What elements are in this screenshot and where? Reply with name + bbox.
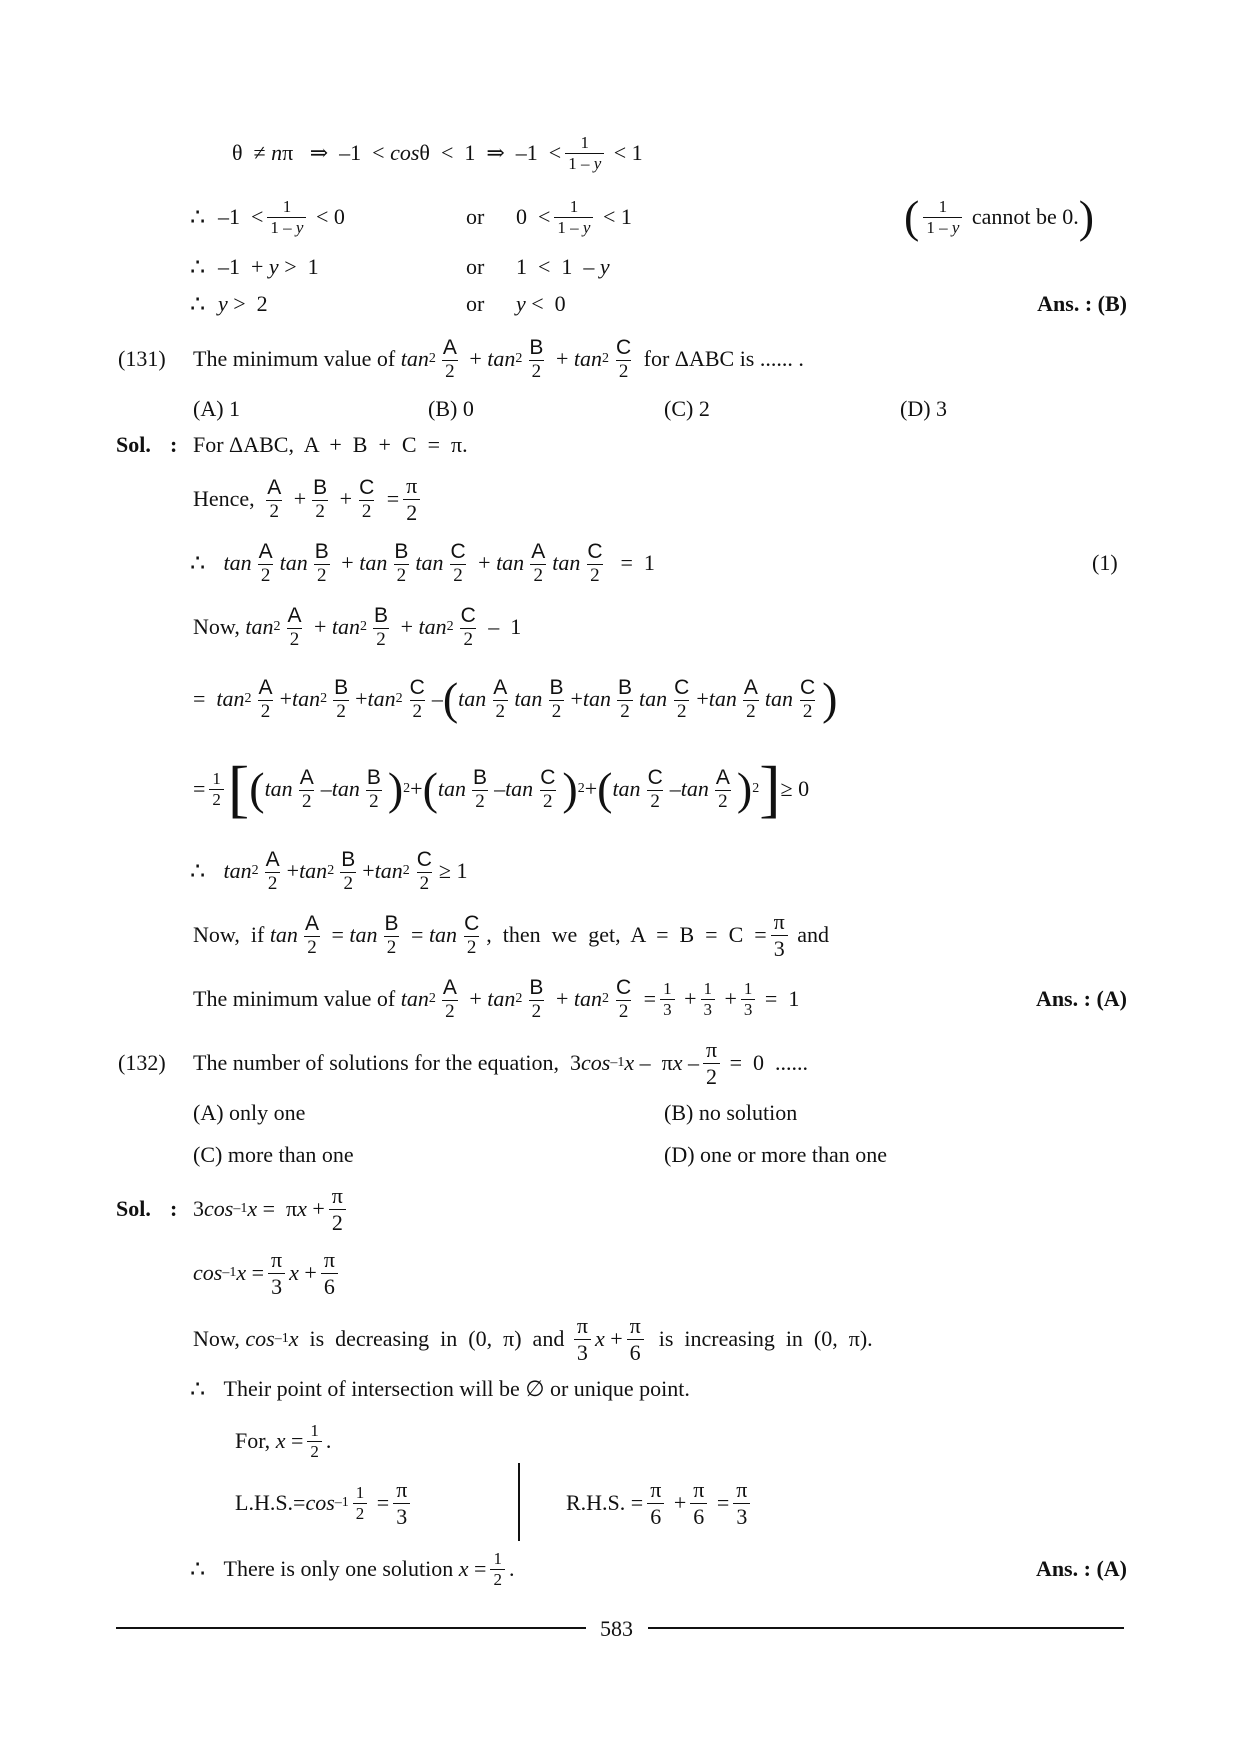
text-line: Now, cos –1 x is decreasing in (0, π) and π 3 x + π 6 is increasing in (0, π). <box>193 1313 873 1365</box>
answer-a: Ans. : (A) <box>1035 1556 1127 1581</box>
note: ( 1 1 – y cannot be 0. ) <box>904 191 1095 242</box>
colon: : <box>170 432 178 457</box>
or-label: or <box>466 291 485 316</box>
text-line: ∴ tan A 2 tan B 2 + tan B 2 tan C 2 + tan A 2 tan C 2 = 1 <box>190 539 655 586</box>
option: (B) no solution <box>664 1100 798 1125</box>
text-line: For ΔABC, A + B + C = π. <box>193 432 468 457</box>
text-line: R.H.S. = $\frac{\pi}{6}$ + π 6 = π 3 <box>566 1474 754 1532</box>
equation-number: (1) <box>1092 550 1118 575</box>
answer-b: Ans. : (B) <box>1037 291 1127 316</box>
footer-rule-left <box>116 1627 586 1629</box>
option: (D) one or more than one <box>664 1142 887 1167</box>
or-label: or <box>466 204 485 229</box>
question-text: The minimum value of tan 2 A 2 + tan 2 B 2 + tan 2 C 2 for ΔABC is ...... . <box>193 335 804 382</box>
sol-label: Sol. <box>116 432 151 457</box>
option: (B) 0 <box>428 396 474 421</box>
question-number: (131) <box>118 346 166 371</box>
sol-label: Sol. <box>116 1196 151 1221</box>
text-line: ∴ y > 2 <box>190 291 268 318</box>
cannot-text: cannot be 0. <box>971 204 1079 229</box>
text-line: θ ≠ n π ⇒ –1 < cos θ < 1 ⇒ –1 < 1 1 – y < 1 <box>232 132 643 173</box>
text-line: 0 < 1 1 – y < 1 <box>516 196 632 237</box>
question-number: (132) <box>118 1050 166 1075</box>
text-line: ∴ There is only one solution x = 1 2 . <box>190 1548 515 1589</box>
option: (D) 3 <box>900 396 948 421</box>
answer-a: Ans. : (A) <box>1035 986 1127 1011</box>
text-line: Now, if tan A 2 = tan B 2 = tan C 2 , then we get, A = B = C = π 3 and <box>193 909 830 961</box>
text-line: ∴ Their point of intersection will be ∅ or unique point. <box>190 1376 690 1403</box>
text-line: The minimum value of tan 2 A 2 + tan 2 B 2 + tan 2 C 2 = 1 3 + 1 3 + 1 3 = 1 <box>193 975 800 1022</box>
text-line: Hence, A 2 + B 2 + C 2 = π 2 <box>193 470 424 528</box>
option: (A) only one <box>193 1100 306 1125</box>
divider <box>518 1463 520 1541</box>
text-line: L.H.S.= cos –1 1 2 = π 3 <box>235 1474 414 1532</box>
footer-rule-right <box>648 1627 1124 1629</box>
text-line: ∴ –1 < 1 1 – y < 0 <box>190 196 345 237</box>
text-line: For, x = 1 2 . <box>235 1420 332 1461</box>
colon: : <box>170 1196 178 1221</box>
text-line: = 1 2 [ ( tan A 2 – tan B 2 ) 2 + ( tan B 2 – tan C 2 ) 2 + ( tan C 2 – tan A 2 ) 2 ] ≥ 0 <box>193 753 810 824</box>
option: (C) 2 <box>664 396 710 421</box>
text-line: ∴ –1 + y > 1 <box>190 254 319 281</box>
option: (A) 1 <box>193 396 241 421</box>
or-label: or <box>466 254 485 279</box>
option: (C) more than one <box>193 1142 354 1167</box>
text-line: ∴ tan 2 A 2 + tan 2 B 2 + tan 2 C 2 ≥ 1 <box>190 847 468 894</box>
text-line: 1 < 1 – y <box>516 254 610 279</box>
text-line: 3 cos –1 x = π x + π 2 <box>193 1180 350 1238</box>
text-line: y < 0 <box>516 291 566 316</box>
text-line: Now, tan 2 A 2 + tan 2 B 2 + tan 2 C 2 – 1 <box>193 603 522 650</box>
question-text: The number of solutions for the equation, 3 cos –1 x – π x – π 2 = 0 ...... <box>193 1037 808 1089</box>
text-line: cos –1 x = π 3 x + π 6 <box>193 1244 342 1302</box>
page-number: 583 <box>600 1616 633 1641</box>
text-line: = tan 2 A 2 + tan 2 B 2 + tan 2 C 2 – ( tan A 2 tan B 2 + tan B 2 tan C 2 + tan A 2 tan C 2 ) <box>193 673 838 724</box>
